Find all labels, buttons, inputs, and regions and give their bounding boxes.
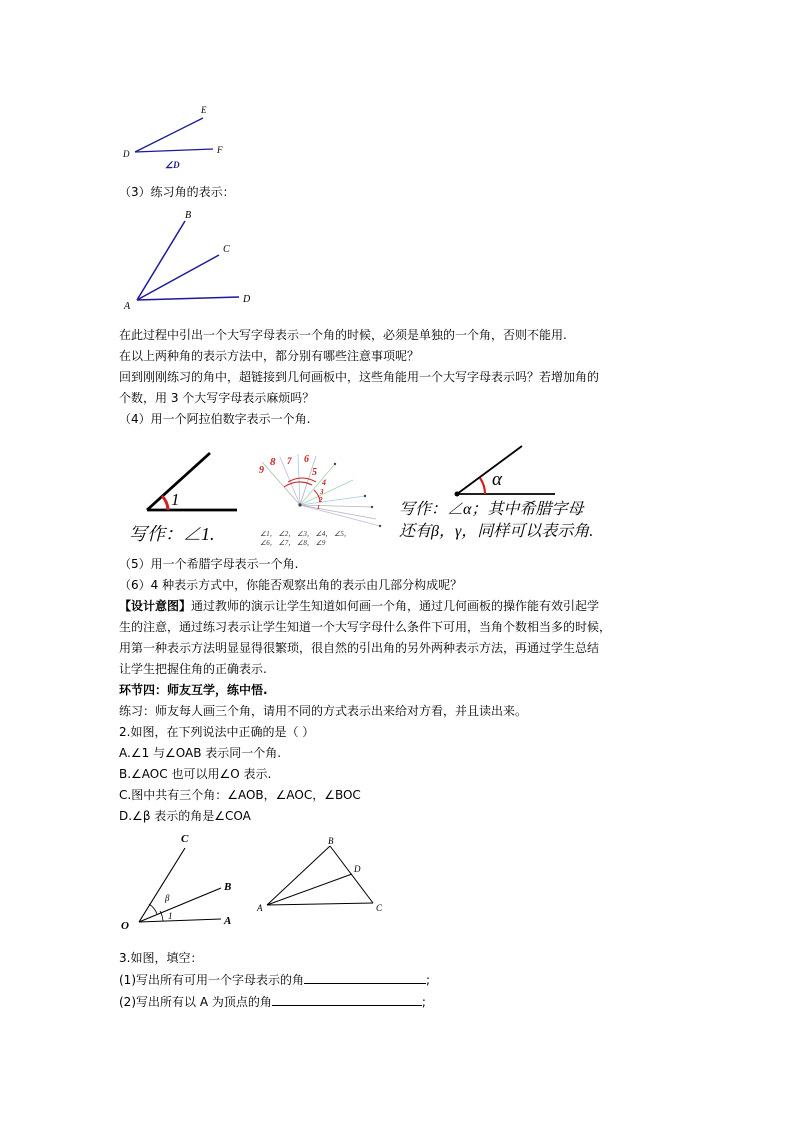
question-2-angle-figure [115,828,245,933]
label-one-q2: 1 [168,911,173,921]
design-intent-line-2: 生的注意，通过练习表示让学生知道一个大写字母什么条件下可用，当角个数相当多的时候， [119,620,612,634]
label-b: B [185,210,192,221]
alpha-caption-1: 写作：∠α；其中希腊字母 [399,501,584,518]
angle-d-label: ∠D [165,160,180,170]
design-intent-line-3: 用第一种表示方法明显显得很繁琐，很自然的引出角的另外两种表示方法，再通过学生总结 [119,641,600,655]
label-b-q2: B [224,881,232,893]
label-o-q2: O [121,920,129,932]
ray-num-4: 4 [322,478,326,487]
practice-heading: （3）练习角的表示： [119,185,235,199]
angle-bac-figure [115,205,265,315]
answer-blank-1[interactable] [304,971,426,984]
alpha-caption-2: 还有β，γ，同样可以表示角. [399,523,594,540]
question-3-part-2: (2)写出所有以 A 为顶点的角 ; [119,995,426,1009]
angle-d-figure [115,100,245,175]
label-a-q2: A [224,915,232,927]
paragraph-single-letter: 在此过程中引出一个大写字母表示一个角的时候，必须是单独的一个角，否则不能用. [119,328,567,342]
paragraph-hyperlink-2: 个数，用 3 个大写字母表示麻烦吗？ [119,391,315,405]
ray-num-3: 3 [320,488,324,496]
paragraph-hyperlink-1: 回到刚刚练习的角中，超链接到几何画板中，这些角能用一个大写字母表示吗？若增加角的 [119,370,600,384]
question-2: 2.如图，在下列说法中正确的是（ ） [119,725,315,739]
paragraph-notes: 在以上两种角的表示方法中，都分别有哪些注意事项呢？ [119,349,420,363]
section-four-heading: 环节四：师友互学，练中悟. [119,683,268,697]
label-d: D [123,149,130,159]
question-2-option-b: B.∠AOC 也可以用∠O 表示. [119,767,272,781]
label-f: F [217,145,223,155]
alpha-symbol: α [492,469,502,490]
ray-num-5: 5 [312,467,317,478]
label-a-q3: A [257,903,263,913]
design-intent-tag: 【设计意图】 [119,599,192,613]
design-intent-line-1: 【设计意图】通过教师的演示让学生知道如何画一个角，通过几何画板的操作能有效引起学 [119,599,600,613]
label-c: C [223,244,230,255]
design-intent-line-4: 让学生把握住角的正确表示. [119,662,267,676]
angle-number-one: 1 [171,490,180,509]
question-2-option-a: A.∠1 与∠OAB 表示同一个角. [119,746,282,760]
label-d-q3: D [354,864,361,874]
ray-num-8: 8 [270,456,276,468]
ray-num-2: 2 [319,496,323,504]
question-2-option-d: D.∠β 表示的角是∠COA [119,809,251,823]
ray-num-1: 1 [317,505,320,511]
four-methods-question: （6）4 种表示方式中，你能否观察出角的表示由几部分构成呢？ [119,578,463,592]
label-e: E [201,105,207,115]
angle-alpha-figure [395,438,675,546]
nine-angles-figure [250,452,390,552]
label-a: A [124,301,131,312]
arabic-numeral-heading: （4）用一个阿拉伯数字表示一个角. [119,412,311,426]
angle-one-caption: 写作：∠1. [129,524,215,544]
ray-num-9: 9 [259,465,264,476]
triangle-abc-figure [255,832,390,922]
nine-angles-caption-1: ∠1， ∠2， ∠3， ∠4， ∠5， [260,530,351,538]
label-d2: D [243,294,251,305]
exercise-text: 练习：师友每人画三个角，请用不同的方式表示出来给对方看，并且读出来。 [119,704,528,718]
label-beta: β [165,893,170,903]
ray-num-7: 7 [287,456,292,466]
greek-letter-heading: （5）用一个希腊字母表示一个角. [119,557,299,571]
nine-angles-caption-2: ∠6， ∠7， ∠8， ∠9 [260,539,326,547]
angle-one-figure [125,448,250,548]
label-c-q3: C [376,903,383,913]
question-3: 3.如图，填空： [119,951,203,965]
answer-blank-2[interactable] [272,993,422,1006]
question-2-option-c: C.图中共有三个角：∠AOB，∠AOC，∠BOC [119,788,361,802]
ray-num-6: 6 [304,454,309,465]
question-3-part-1: (1)写出所有可用一个字母表示的角 ; [119,973,431,987]
label-c-q2: C [181,833,189,845]
label-b-q3: B [328,836,334,846]
